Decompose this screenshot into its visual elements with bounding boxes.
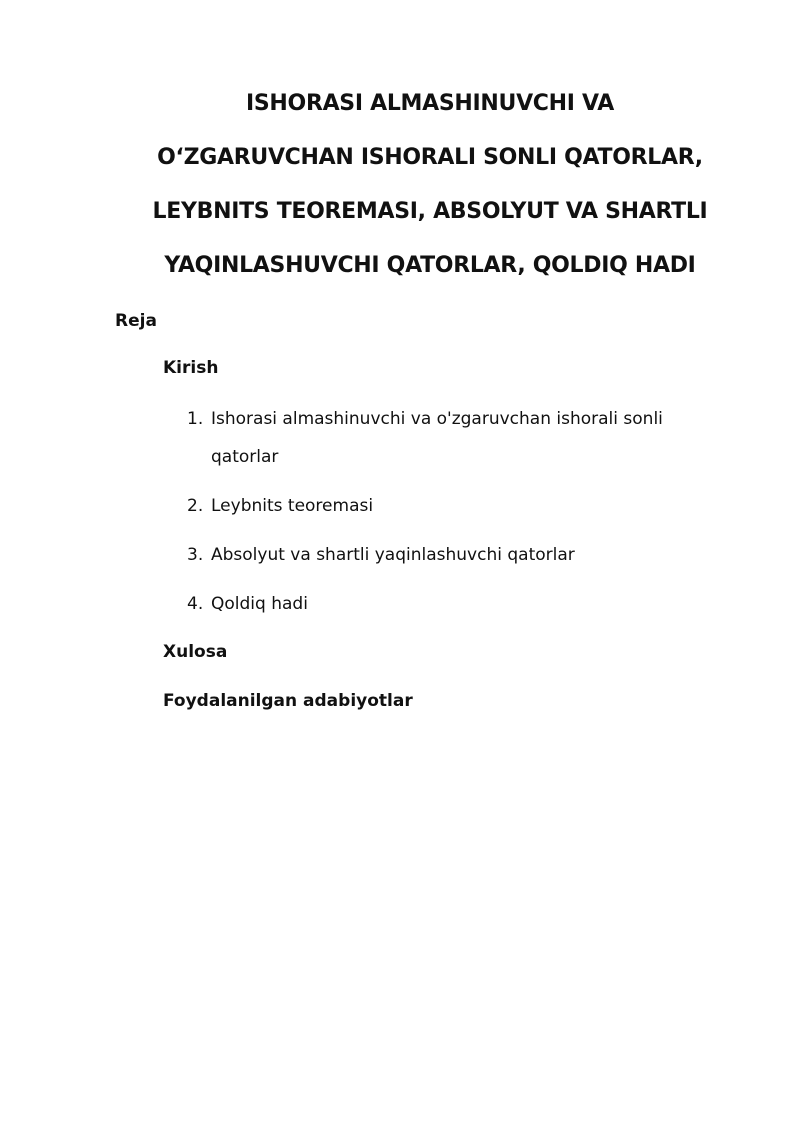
- plan-list: [187, 400, 707, 634]
- plan-item-number: 2.: [187, 496, 204, 516]
- conclusion-heading: Xulosa: [163, 642, 228, 662]
- title-line: YAQINLASHUVCHI QATORLAR, QOLDIQ HADI: [164, 253, 696, 278]
- plan-item-number: 4.: [187, 594, 204, 614]
- plan-item-number: 1.: [187, 409, 204, 429]
- plan-item-text: Qoldiq hadi: [211, 594, 308, 614]
- intro-heading: Kirish: [163, 358, 219, 378]
- plan-item: [187, 400, 707, 476]
- title-line: ISHORASI ALMASHINUVCHI VA: [246, 91, 614, 116]
- plan-item-text: Leybnits teoremasi: [211, 496, 374, 516]
- title-line: LEYBNITS TEOREMASI, ABSOLYUT VA SHARTLI: [152, 199, 708, 224]
- plan-item: [187, 487, 707, 525]
- document-title: [100, 77, 760, 293]
- plan-item: [187, 536, 707, 574]
- plan-item-text: Absolyut va shartli yaqinlashuvchi qatorlar: [211, 545, 575, 565]
- plan-item: [187, 585, 707, 623]
- title-line: O‘ZGARUVCHAN ISHORALI SONLI QATORLAR,: [157, 145, 703, 170]
- references-heading: Foydalanilgan adabiyotlar: [163, 691, 413, 711]
- plan-heading: Reja: [115, 311, 157, 331]
- plan-item-number: 3.: [187, 545, 204, 565]
- plan-item-text: Ishorasi almashinuvchi va o'zgaruvchan ishorali sonli qatorlar: [211, 409, 663, 467]
